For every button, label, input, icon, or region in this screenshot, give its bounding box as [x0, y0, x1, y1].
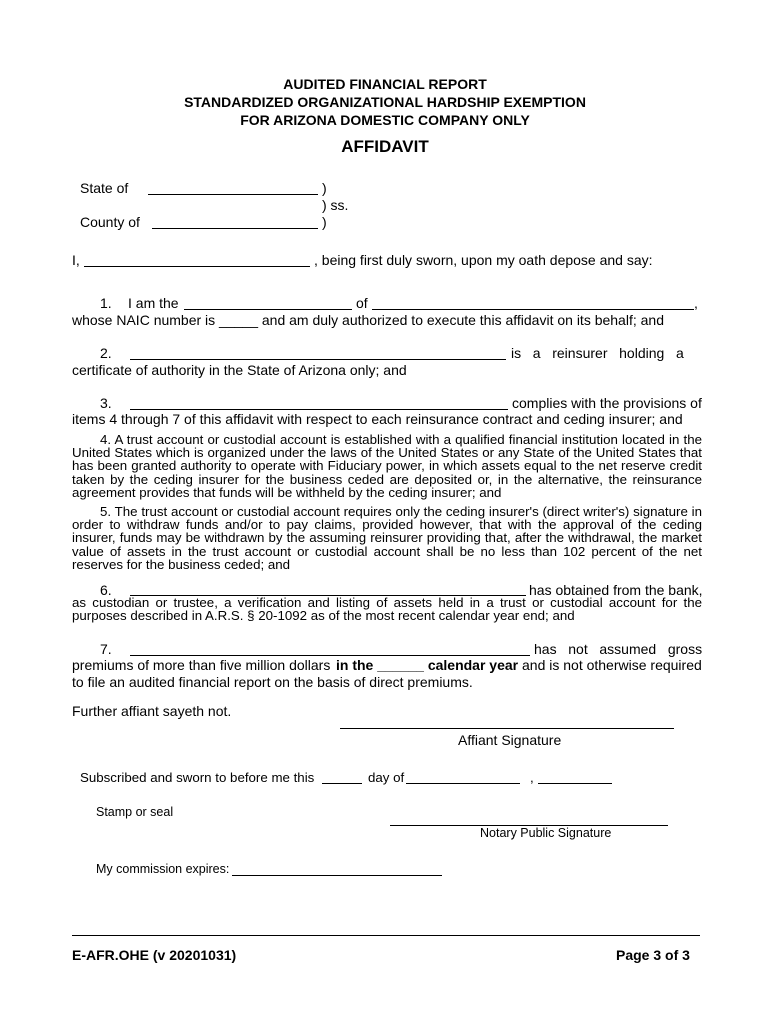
venue-paren-1: ) [322, 180, 327, 196]
notary-signature-label: Notary Public Signature [480, 826, 612, 840]
item-7-tail: has not assumed gross [534, 641, 703, 657]
item-6-rest: as custodian or trustee, a verification and listing of assets held in a trust or custodial account for the purposes described in A.R.S. § 20-1092 as of the most recent calendar year end; and [72, 595, 702, 624]
item-7-number: 7. [100, 641, 112, 657]
footer-rule [72, 935, 700, 936]
stamp-label: Stamp or seal [96, 805, 174, 819]
state-label: State of [80, 180, 129, 196]
premium-company-field[interactable] [130, 655, 530, 656]
item-5-paragraph: 5. The trust account or custodial account requires only the ceding insurer's (direct writer's) signature in order to withdraw funds and/or to pay claims, provided however, that with the approval of the ceding insurer, funds may be withdrawn by the assuming reinsurer providing that, after the withdrawal, the market value of assets in the trust account or custodial account shall be no less than 102 percent of the net reserves for the business ceded; and [72, 504, 702, 572]
item-1-line2: whose NAIC number is _____ and am duly authorized to execute this affidavit on its behalf; and [72, 312, 664, 328]
sworn-month-field[interactable] [406, 783, 520, 784]
report-title-line1: AUDITED FINANCIAL REPORT [283, 76, 487, 92]
item-7-line2b: in the ______ calendar year [336, 657, 519, 673]
reinsurer-field[interactable] [130, 359, 506, 360]
item-2-line2: certificate of authority in the State of Arizona only; and [72, 362, 407, 378]
form-id: E-AFR.OHE (v 20201031) [72, 947, 237, 963]
item-1-of: of [356, 295, 368, 311]
item-6-number: 6. [100, 582, 112, 598]
page-number: Page 3 of 3 [616, 947, 690, 963]
venue-paren-3: ) [322, 214, 327, 230]
item-2-tail: is a reinsurer holding a [511, 345, 684, 361]
affidavit-title: AFFIDAVIT [341, 137, 429, 156]
item-7-line2c: and is not otherwise required [522, 657, 702, 673]
item-3-number: 3. [100, 395, 112, 411]
item-3-line2: items 4 through 7 of this affidavit with respect to each reinsurance contract and ceding insurer; and [72, 411, 683, 427]
sworn-day-field[interactable] [322, 783, 362, 784]
company-field[interactable] [372, 309, 694, 310]
item-7-line2a: premiums of more than five million dollars [72, 657, 331, 673]
intro-prefix: I, [72, 252, 80, 268]
item-1-comma: , [694, 295, 698, 311]
state-field[interactable] [148, 194, 318, 195]
item-1-number: 1. [100, 295, 112, 311]
affiant-name-field[interactable] [84, 266, 310, 267]
commission-field[interactable] [232, 875, 442, 876]
sworn-day-of: day of [368, 770, 405, 785]
sworn-year-field[interactable] [538, 783, 612, 784]
report-title-line2: STANDARDIZED ORGANIZATIONAL HARDSHIP EXEMPTION [184, 94, 586, 110]
company-compliance-field[interactable] [130, 409, 508, 410]
item-4-paragraph: 4. A trust account or custodial account is established with a qualified financial institution located in the United States which is organized under the laws of the United States or any State of the United States that has been granted authority to operate with Fiduciary power, in which assets equal to the net reserve credit taken by the ceding insurer for the business ceded are deposited or, in the alternative, the reinsurance agreement provides that funds will be withheld by the ceding insurer; and [72, 432, 702, 500]
item-1-iam: I am the [128, 295, 179, 311]
affiant-signature-label: Affiant Signature [458, 732, 562, 748]
sworn-text: Subscribed and sworn to before me this [80, 770, 315, 785]
county-field[interactable] [152, 228, 318, 229]
item-3-tail: complies with the provisions of [512, 395, 702, 411]
item-6-tail: has obtained from the bank, [529, 582, 703, 598]
intro-suffix: , being first duly sworn, upon my oath depose and say: [314, 252, 653, 268]
commission-label: My commission expires: [96, 862, 230, 876]
item-7-line3: to file an audited financial report on the basis of direct premiums. [72, 674, 473, 690]
further-affiant: Further affiant sayeth not. [72, 703, 232, 719]
title-field[interactable] [184, 309, 352, 310]
affiant-signature-line[interactable] [340, 728, 674, 729]
county-label: County of [80, 214, 140, 230]
sworn-comma: , [530, 770, 534, 785]
item-2-number: 2. [100, 345, 112, 361]
report-title-line3: FOR ARIZONA DOMESTIC COMPANY ONLY [240, 112, 530, 128]
venue-paren-ss: ) ss. [322, 197, 349, 213]
